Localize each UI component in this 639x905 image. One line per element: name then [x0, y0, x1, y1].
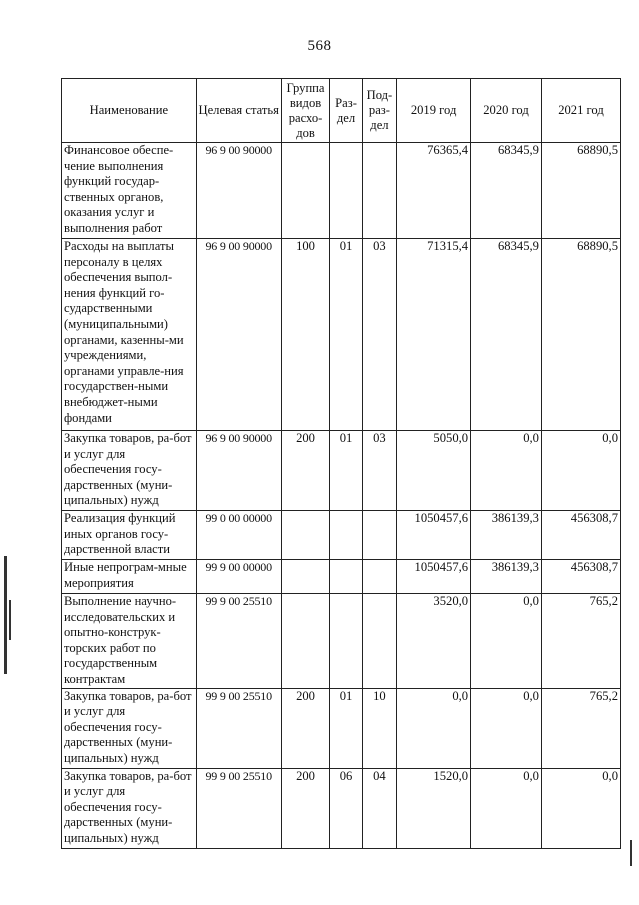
scan-edge-mark [630, 840, 632, 866]
cell-name: Иные непрограм-мные мероприятия [62, 560, 197, 594]
table-row [62, 594, 621, 689]
cell-2020: 0,0 [471, 688, 542, 768]
cell-name: Финансовое обеспе-чение выполнения функций государ-ственных органов, оказания услуг и выполнения работ [62, 143, 197, 239]
cell-group: 200 [281, 688, 330, 768]
cell-2021: 765,2 [541, 594, 620, 689]
header-2021: 2021 год [541, 79, 620, 143]
cell-2021: 0,0 [541, 431, 620, 511]
cell-razdel: 01 [330, 239, 362, 431]
cell-group [281, 511, 330, 560]
table-row [62, 431, 621, 511]
cell-code: 96 9 00 90000 [196, 143, 281, 239]
cell-2019: 0,0 [397, 688, 471, 768]
cell-podrazdel: 03 [362, 431, 396, 511]
cell-podrazdel [362, 560, 396, 594]
cell-group: 200 [281, 768, 330, 848]
scan-edge-mark [4, 556, 7, 674]
cell-razdel: 01 [330, 431, 362, 511]
cell-group: 100 [281, 239, 330, 431]
page-number: 568 [307, 38, 332, 54]
cell-2020: 68345,9 [471, 239, 542, 431]
cell-code: 99 9 00 25510 [196, 594, 281, 689]
cell-2020: 0,0 [471, 768, 542, 848]
header-2019: 2019 год [397, 79, 471, 143]
cell-group [281, 143, 330, 239]
cell-2019: 5050,0 [397, 431, 471, 511]
cell-razdel: 01 [330, 688, 362, 768]
cell-razdel [330, 511, 362, 560]
table-header [62, 79, 621, 143]
cell-2021: 0,0 [541, 768, 620, 848]
cell-code: 99 0 00 00000 [196, 511, 281, 560]
cell-group [281, 594, 330, 689]
cell-2021: 68890,5 [541, 239, 620, 431]
scan-edge-mark [9, 600, 11, 640]
cell-podrazdel [362, 143, 396, 239]
cell-group: 200 [281, 431, 330, 511]
cell-code: 99 9 00 25510 [196, 688, 281, 768]
cell-2020: 0,0 [471, 431, 542, 511]
cell-razdel [330, 560, 362, 594]
table-row [62, 688, 621, 768]
cell-podrazdel: 03 [362, 239, 396, 431]
cell-2021: 456308,7 [541, 511, 620, 560]
cell-2019: 1050457,6 [397, 560, 471, 594]
header-row [62, 79, 621, 143]
table-row [62, 768, 621, 848]
table-row [62, 511, 621, 560]
cell-2020: 386139,3 [471, 511, 542, 560]
cell-name: Закупка товаров, ра-бот и услуг для обеспечения госу-дарственных (муни-ципальных) нужд [62, 431, 197, 511]
cell-code: 99 9 00 25510 [196, 768, 281, 848]
table-row [62, 239, 621, 431]
header-name: Наименование [62, 79, 197, 143]
cell-code: 99 9 00 00000 [196, 560, 281, 594]
cell-podrazdel: 04 [362, 768, 396, 848]
table-row [62, 143, 621, 239]
cell-name: Расходы на выплаты персоналу в целях обеспечения выпол-нения функций го-сударственными (муниципальными) органами, казенны-ми учреждениями, органами управле-ния государствен-ными внебюджет-ными фондами [62, 239, 197, 431]
header-podrazdel: Под-раз-дел [362, 79, 396, 143]
cell-razdel [330, 594, 362, 689]
cell-razdel: 06 [330, 768, 362, 848]
cell-2021: 68890,5 [541, 143, 620, 239]
cell-2019: 71315,4 [397, 239, 471, 431]
cell-2019: 1520,0 [397, 768, 471, 848]
header-code: Целевая статья [196, 79, 281, 143]
cell-group [281, 560, 330, 594]
cell-name: Закупка товаров, ра-бот и услуг для обеспечения госу-дарственных (муни-ципальных) нужд [62, 688, 197, 768]
table-body [62, 143, 621, 849]
cell-razdel [330, 143, 362, 239]
header-2020: 2020 год [471, 79, 542, 143]
cell-2019: 3520,0 [397, 594, 471, 689]
cell-code: 96 9 00 90000 [196, 239, 281, 431]
budget-table [61, 78, 621, 849]
header-razdel: Раз-дел [330, 79, 362, 143]
cell-name: Закупка товаров, ра-бот и услуг для обеспечения госу-дарственных (муни-ципальных) нужд [62, 768, 197, 848]
cell-podrazdel [362, 594, 396, 689]
cell-name: Реализация функций иных органов госу-дарственной власти [62, 511, 197, 560]
cell-name: Выполнение научно-исследовательских и опытно-конструк-торских работ по государственным контрактам [62, 594, 197, 689]
cell-2021: 765,2 [541, 688, 620, 768]
cell-2020: 68345,9 [471, 143, 542, 239]
header-group: Группа видов расхо-дов [281, 79, 330, 143]
cell-podrazdel [362, 511, 396, 560]
cell-2019: 1050457,6 [397, 511, 471, 560]
cell-podrazdel: 10 [362, 688, 396, 768]
table-row [62, 560, 621, 594]
cell-2019: 76365,4 [397, 143, 471, 239]
cell-code: 96 9 00 90000 [196, 431, 281, 511]
cell-2020: 386139,3 [471, 560, 542, 594]
cell-2021: 456308,7 [541, 560, 620, 594]
cell-2020: 0,0 [471, 594, 542, 689]
